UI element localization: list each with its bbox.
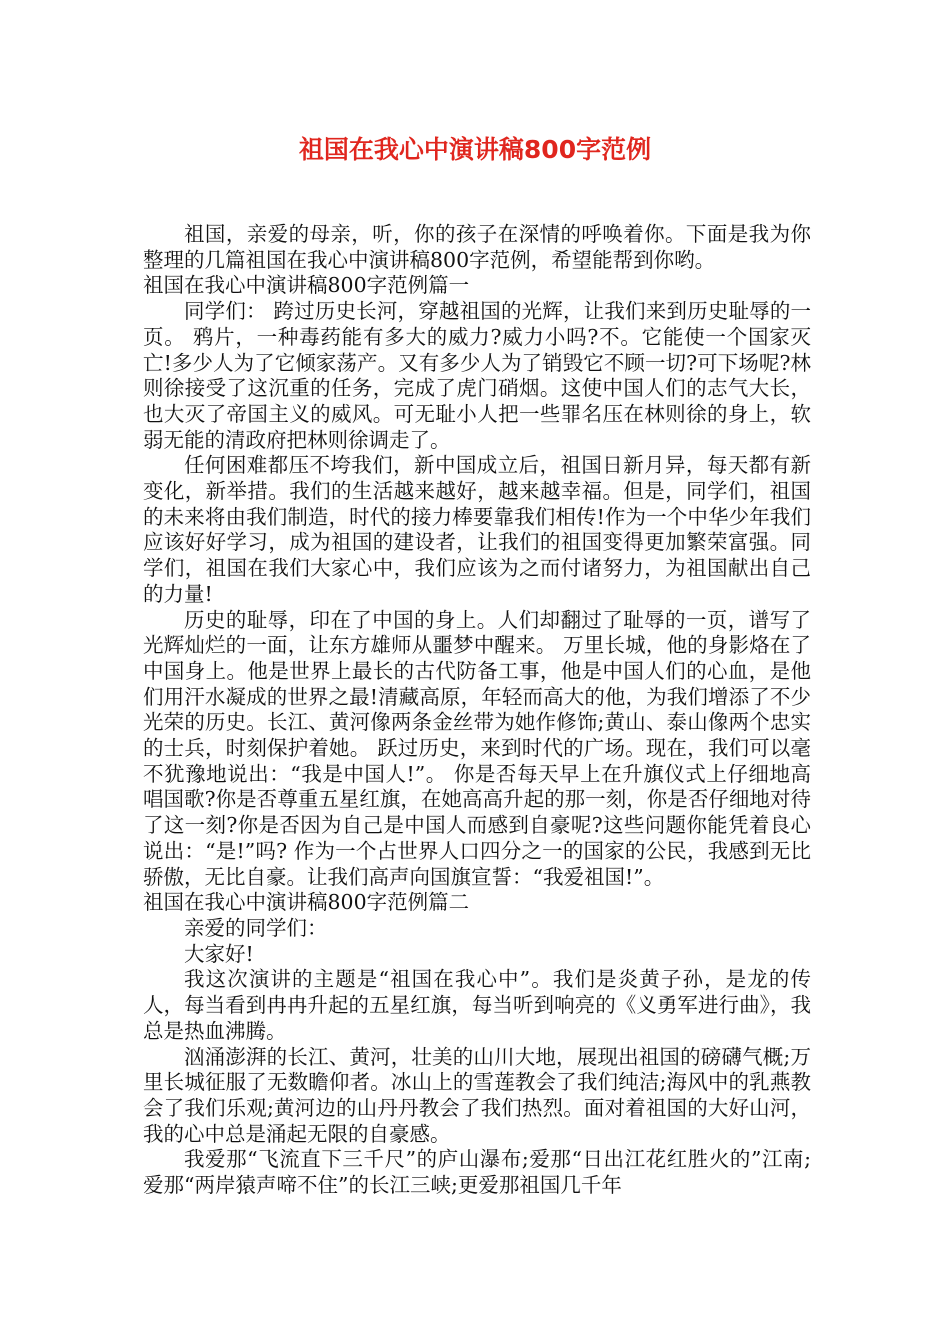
paragraph: 同学们： 跨过历史长河，穿越祖国的光辉，让我们来到历史耻辱的一页。 鸦片，一种毒药能有多大的威力?威力小吗?不。它能使一个国家灭亡!多少人为了它倾家荡产。又有多少人为了销毁它不顾一切?可下场呢?林则徐接受了这沉重的任务，完成了虎门硝烟。这使中国人们的志气大长，也大灭了帝国主义的威风。可无耻小人把一些罪名压在林则徐的身上，软弱无能的清政府把林则徐调走了。	[143, 299, 811, 452]
paragraph-intro: 祖国，亲爱的母亲，听，你的孩子在深情的呼唤着你。下面是我为你整理的几篇祖国在我心中演讲稿800字范例，希望能帮到你哟。	[143, 222, 811, 272]
paragraph: 历史的耻辱，印在了中国的身上。人们却翻过了耻辱的一页，谱写了光辉灿烂的一面，让东方雄师从噩梦中醒来。 万里长城，他的身影烙在了中国身上。他是世界上最长的古代防备工事，他是中国人们的心血，是他们用汗水凝成的世界之最!清藏高原，年轻而高大的他，为我们增添了不少光荣的历史。长江、黄河像两条金丝带为她作修饰;黄山、泰山像两个忠实的士兵，时刻保护着她。 跃过历史，来到时代的广场。现在，我们可以毫不犹豫地说出：“我是中国人!”。 你是否每天早上在升旗仪式上仔细地高唱国歌?你是否尊重五星红旗，在她高高升起的那一刻，你是否仔细地对待了这一刻?你是否因为自己是中国人而感到自豪呢?这些问题你能凭着良心说出：“是!”吗? 作为一个占世界人口四分之一的国家的公民，我感到无比骄傲，无比自豪。让我们高声向国旗宣誓：“我爱祖国!”。	[143, 607, 811, 889]
paragraph-greeting: 大家好!	[184, 941, 254, 966]
paragraph: 我爱那“飞流直下三千尺”的庐山瀑布;爱那“日出江花红胜火的”江南;爱那“两岸猿声啼不住”的长江三峡;更爱那祖国几千年	[143, 1147, 811, 1198]
document-body	[143, 222, 811, 1199]
paragraph: 我这次演讲的主题是“祖国在我心中”。我们是炎黄子孙，是龙的传人，每当看到冉冉升起的五星红旗，每当听到响亮的《义勇军进行曲》，我总是热血沸腾。	[143, 967, 811, 1043]
section-heading-1: 祖国在我心中演讲稿800字范例篇一	[143, 273, 470, 298]
section-heading-2: 祖国在我心中演讲稿800字范例篇二	[143, 890, 470, 915]
paragraph: 任何困难都压不垮我们，新中国成立后，祖国日新月异，每天都有新变化，新举措。我们的生活越来越好，越来越幸福。但是，同学们，祖国的未来将由我们制造，时代的接力棒要靠我们相传!作为一个中华少年我们应该好好学习，成为祖国的建设者，让我们的祖国变得更加繁荣富强。同学们，祖国在我们大家心中，我们应该为之而付诸努力，为祖国献出自己的力量!	[143, 453, 811, 606]
document-title: 祖国在我心中演讲稿800字范例	[298, 135, 652, 164]
paragraph: 汹涌澎湃的长江、黄河，壮美的山川大地，展现出祖国的磅礴气概;万里长城征服了无数瞻仰者。冰山上的雪莲教会了我们纯洁;海风中的乳燕教会了我们乐观;黄河边的山丹丹教会了我们热烈。面对着祖国的大好山河，我的心中总是涌起无限的自豪感。	[143, 1044, 811, 1146]
paragraph-salutation: 亲爱的同学们：	[184, 915, 328, 940]
